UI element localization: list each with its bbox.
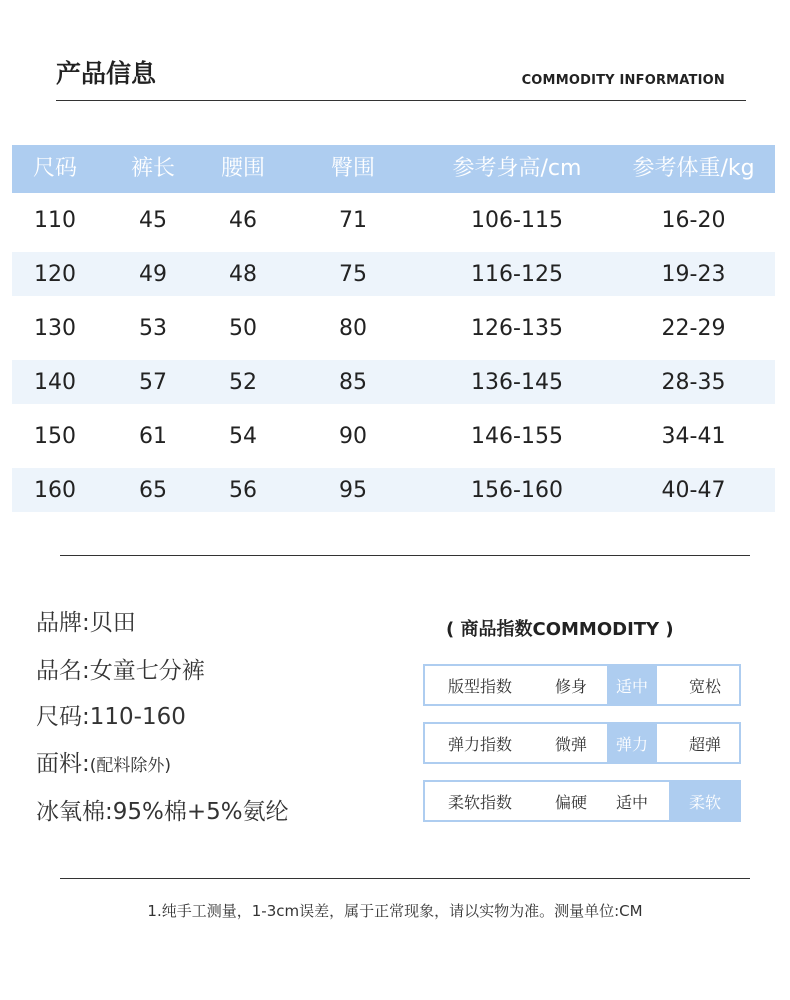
index-option: 适中: [615, 792, 648, 812]
commodity-index-title: ( 商品指数COMMODITY ): [446, 619, 674, 640]
table-cell: 160: [34, 477, 76, 503]
size-table: [12, 145, 775, 517]
table-cell: 56: [229, 477, 257, 503]
table-cell: 85: [339, 369, 367, 395]
table-cell: 116-125: [471, 261, 563, 287]
table-cell: 75: [339, 261, 367, 287]
index-option: 宽松: [688, 676, 721, 696]
table-cell: 95: [339, 477, 367, 503]
fabric-note: (配料除外): [89, 756, 172, 776]
index-option: 偏硬: [554, 792, 587, 812]
page-title: 产品信息: [56, 59, 157, 88]
table-row: [12, 468, 775, 512]
index-option-selected: 柔软: [669, 782, 741, 820]
material-info: 冰氧棉:95%棉+5%氨纶: [36, 799, 289, 825]
table-cell: 40-47: [661, 477, 726, 503]
table-cell: 110: [34, 207, 76, 233]
table-cell: 28-35: [661, 369, 726, 395]
softness-index-row: [423, 780, 741, 822]
top-divider: [56, 100, 746, 101]
table-cell: 71: [339, 207, 367, 233]
column-header-height: 参考身高/cm: [452, 156, 582, 181]
table-cell: 120: [34, 261, 76, 287]
table-cell: 54: [229, 423, 257, 449]
middle-divider: [60, 555, 750, 556]
table-cell: 156-160: [471, 477, 563, 503]
table-cell: 136-145: [471, 369, 563, 395]
table-cell: 61: [139, 423, 167, 449]
table-cell: 48: [229, 261, 257, 287]
table-cell: 106-115: [471, 207, 563, 233]
column-header-waist: 腰围: [220, 156, 265, 181]
brand-info: 品牌:贝田: [36, 610, 136, 636]
table-cell: 146-155: [471, 423, 563, 449]
index-option: 微弹: [554, 734, 587, 754]
table-cell: 126-135: [471, 315, 563, 341]
page-subtitle: COMMODITY INFORMATION: [521, 73, 725, 88]
index-option-selected: 弹力: [607, 724, 657, 762]
fabric-label: 面料:: [36, 751, 90, 777]
index-label: 版型指数: [447, 676, 512, 696]
table-cell: 16-20: [661, 207, 726, 233]
table-cell: 150: [34, 423, 76, 449]
table-cell: 90: [339, 423, 367, 449]
table-cell: 80: [339, 315, 367, 341]
fabric-info: [36, 745, 171, 778]
column-header-size: 尺码: [32, 156, 77, 181]
table-row: [12, 360, 775, 404]
column-header-hip: 臀围: [330, 156, 375, 181]
table-cell: 34-41: [661, 423, 726, 449]
table-cell: 49: [139, 261, 167, 287]
index-option-selected: 适中: [607, 666, 657, 704]
table-row: [12, 409, 775, 463]
table-cell: 50: [229, 315, 257, 341]
table-cell: 130: [34, 315, 76, 341]
table-row: [12, 252, 775, 296]
table-cell: 57: [139, 369, 167, 395]
index-option: 修身: [554, 676, 587, 696]
index-label: 柔软指数: [447, 792, 512, 812]
size-range-info: 尺码:110-160: [36, 704, 186, 730]
table-row: [12, 301, 775, 355]
table-cell: 22-29: [661, 315, 726, 341]
table-cell: 52: [229, 369, 257, 395]
bottom-divider: [60, 878, 750, 879]
fit-index-row: [423, 664, 741, 706]
column-header-weight: 参考体重/kg: [632, 156, 755, 181]
table-cell: 53: [139, 315, 167, 341]
elasticity-index-row: [423, 722, 741, 764]
table-cell: 45: [139, 207, 167, 233]
table-cell: 65: [139, 477, 167, 503]
size-table-header: [12, 145, 775, 193]
index-option: 超弹: [688, 734, 721, 754]
index-label: 弹力指数: [447, 734, 512, 754]
table-cell: 46: [229, 207, 257, 233]
table-row: [12, 193, 775, 247]
table-cell: 19-23: [661, 261, 726, 287]
product-name-info: 品名:女童七分裤: [36, 658, 205, 684]
table-cell: 140: [34, 369, 76, 395]
measurement-footnote: 1.纯手工测量，1-3cm误差，属于正常现象，请以实物为准。测量单位:CM: [147, 902, 643, 920]
column-header-pants-length: 裤长: [130, 156, 175, 181]
